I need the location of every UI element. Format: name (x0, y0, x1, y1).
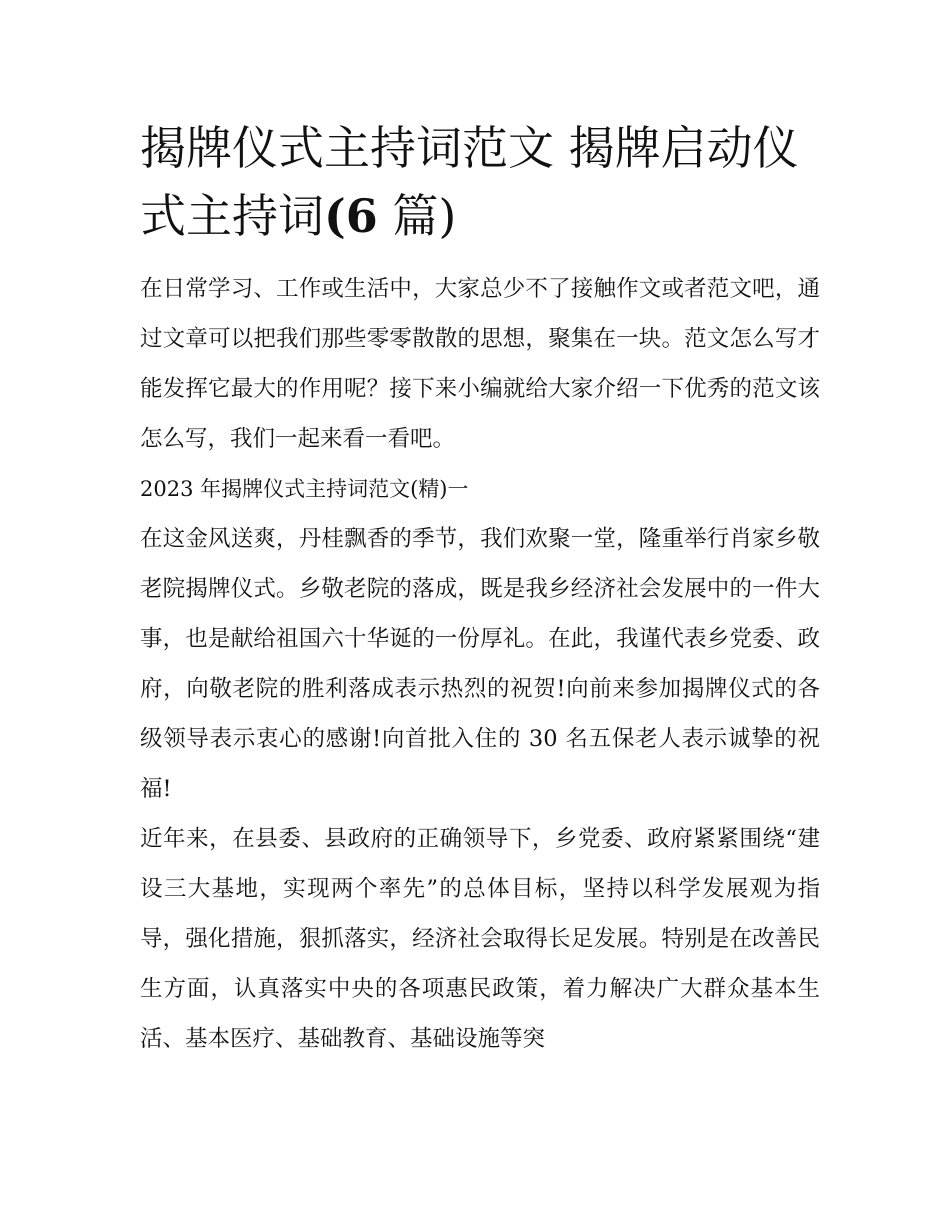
intro-paragraph: 在日常学习、工作或生活中，大家总少不了接触作文或者范文吧，通过文章可以把我们那些零零散散的思想，聚集在一块。范文怎么写才能发挥它最大的作用呢？接下来小编就给大家介绍一下优秀的范文该怎么写，我们一起来看一看吧。 (140, 276, 820, 452)
body-paragraph-1: 在这金风送爽，丹桂飘香的季节，我们欢聚一堂，隆重举行肖家乡敬老院揭牌仪式。乡敬老院的落成，既是我乡经济社会发展中的一件大事，也是献给祖国六十华诞的一份厚礼。在此，我谨代表乡党委、政府，向敬老院的胜利落成表示热烈的祝贺!向前来参加揭牌仪式的各级领导表示衷心的感谢!向首批入住的 30 名五保老人表示诚挚的祝福! (140, 526, 820, 802)
section-heading: 2023 年揭牌仪式主持词范文(精)一 (140, 477, 469, 501)
document-body (140, 114, 820, 1064)
title-paren-open: ( (324, 189, 346, 243)
body-paragraph-2: 近年来，在县委、县政府的正确领导下，乡党委、政府紧紧围绕“建设三大基地，实现两个率先”的总体目标，坚持以科学发展观为指导，强化措施，狠抓落实，经济社会取得长足发展。特别是在改善民生方面，认真落实中央的各项惠民政策，着力解决广大群众基本生活、基本医疗、基础教育、基础设施等突 (140, 826, 820, 1052)
title-text: 揭牌仪式主持词范文 揭牌启动仪式主持词 (140, 121, 799, 243)
document-title (140, 114, 820, 250)
title-paren-text: 篇) (377, 189, 457, 243)
title-number: 6 (345, 189, 378, 243)
